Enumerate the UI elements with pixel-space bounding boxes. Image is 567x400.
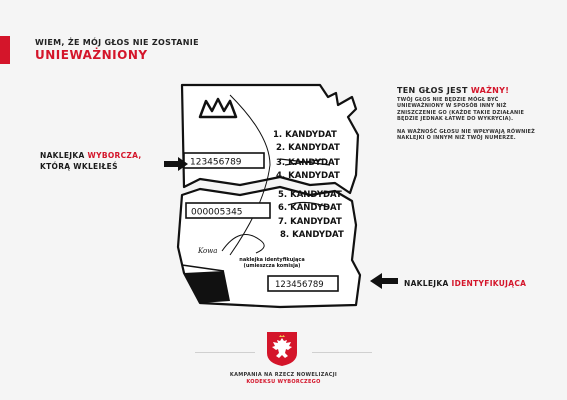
id-sticker-sub: (umieszcza komisja) <box>243 263 301 269</box>
candidate-8: 8. KANDYDAT <box>280 230 344 240</box>
arrow-right-icon <box>164 157 188 171</box>
header-line1: WIEM, ŻE MÓJ GŁOS NIE ZOSTANIE <box>35 38 199 47</box>
candidate-6: 6. KANDYDAT <box>278 203 342 213</box>
polish-eagle-emblem <box>266 331 298 367</box>
id-sticker-number: 123456789 <box>275 280 324 290</box>
ballot-illustration <box>160 75 390 315</box>
voter-sticker-label-part1: NAKLEJKA <box>40 151 88 160</box>
footer-line2: KODEKSU WYBORCZEGO <box>246 379 321 385</box>
id-sticker-label-part2: IDENTYFIKUJĄCA <box>451 279 527 288</box>
info-paragraph-2: NA WAŻNOŚĆ GŁOSU NIE WPŁYWAJĄ RÓWNIEŻ NAKLEJKI O INNYM NIŻ TWÓJ NUMERZE. <box>397 128 535 142</box>
footer-divider-left <box>195 352 255 353</box>
voter-sticker-2-number: 000005345 <box>191 207 243 218</box>
id-sticker-title: naklejka identyfikująca <box>239 257 305 263</box>
id-sticker-label-part1: NAKLEJKA <box>404 279 452 288</box>
voter-sticker-label <box>40 150 142 172</box>
candidate-7: 7. KANDYDAT <box>278 217 342 227</box>
info-title-part2: WAŻNY! <box>470 86 510 95</box>
footer-divider-right <box>312 352 372 353</box>
footer-line1: KAMPANIA NA RZECZ NOWELIZACJI <box>229 372 338 378</box>
info-title-part1: TEN GŁOS JEST <box>397 86 471 95</box>
signature: Kowa <box>198 247 218 255</box>
candidate-3: 3. KANDYDAT <box>276 158 340 168</box>
info-block <box>397 86 547 141</box>
candidate-2: 2. KANDYDAT <box>276 143 340 153</box>
info-title <box>397 86 547 95</box>
arrow-left-icon <box>370 273 398 289</box>
candidate-5: 5. KANDYDAT <box>278 190 342 200</box>
info-paragraph-1: TWÓJ GŁOS NIE BĘDZIE MÓGŁ BYĆ UNIEWAŻNIONY W SPOSÓB INNY NIŻ ZNISZCZENIE GO (KAŻDE TAKIE DZIAŁANIE BĘDZIE JEDNAK ŁATWE DO WYKRYCIA). <box>397 97 525 123</box>
id-sticker-label <box>404 279 526 288</box>
candidate-1: 1. KANDYDAT <box>273 130 337 140</box>
candidate-4: 4. KANDYDAT <box>276 171 340 181</box>
voter-sticker-label-part2: WYBORCZA, <box>87 151 142 160</box>
voter-sticker-label-line2: KTÓRĄ WKLEIŁEŚ <box>40 162 118 171</box>
voter-sticker-1-number: 123456789 <box>190 157 242 168</box>
header-title: UNIEWAŻNIONY <box>35 48 148 62</box>
